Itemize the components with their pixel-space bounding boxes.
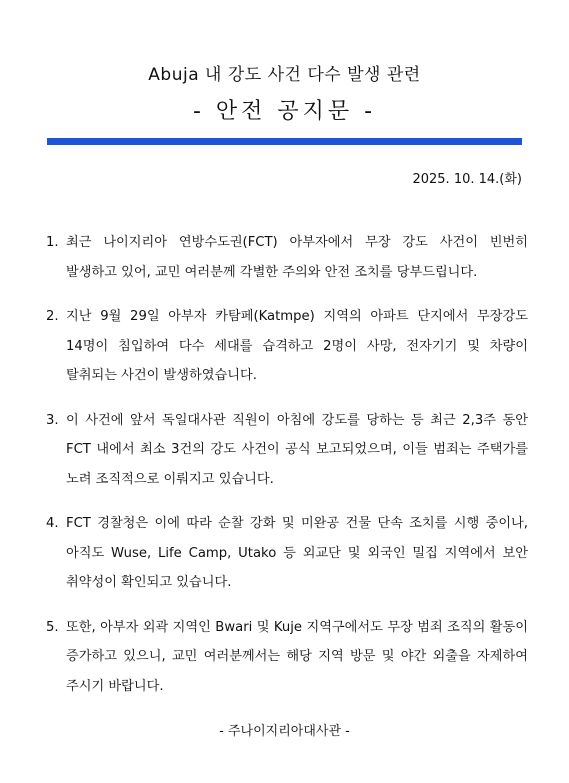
notice-items-list [46, 228, 528, 716]
embassy-signature: - 주나이지리아대사관 - [219, 724, 350, 739]
notice-title: Abuja 내 강도 사건 다수 발생 관련 [148, 65, 421, 85]
item-text: 또한, 아부자 외곽 지역인 Bwari 및 Kuje 지역구에서도 무장 범죄 조직의 활동이 증가하고 있으니, 교민 여러분께서는 해당 지역 방문 및 야간 외출을 자제하여 주시기 바랍니다. [66, 619, 528, 694]
item-number: 2. [46, 309, 59, 324]
notice-item-2 [46, 302, 528, 391]
item-text: 이 사건에 앞서 독일대사관 직원이 아침에 강도를 당하는 등 최근 2,3주 동안 FCT 내에서 최소 3건의 강도 사건이 공식 보고되었으며, 이들 범죄는 주택가를 노려 조직적으로 이뤄지고 있습니다. [66, 412, 528, 487]
item-number: 4. [46, 516, 59, 531]
item-text: FCT 경찰청은 이에 따라 순찰 강화 및 미완공 건물 단속 조치를 시행 중이나, 아직도 Wuse, Life Camp, Utako 등 외교단 및 외국인 밀집 지역에서 보안 취약성이 확인되고 있습니다. [66, 516, 528, 590]
notice-item-5 [46, 613, 528, 702]
item-number: 3. [46, 412, 59, 428]
item-number: 1. [46, 235, 59, 250]
notice-date: 2025. 10. 14.(화) [412, 172, 522, 187]
item-text: 지난 9월 29일 아부자 카탐페(Katmpe) 지역의 아파트 단지에서 무장강도 14명이 침입하여 다수 세대를 습격하고 2명이 사망, 전자기기 및 차량이 탈취되는 사건이 발생하였습니다. [66, 309, 528, 383]
notice-item-1 [46, 228, 528, 287]
item-number: 5. [46, 619, 59, 635]
notice-item-4 [46, 509, 528, 598]
title-divider-bar [47, 138, 522, 145]
notice-subtitle: - 안전 공지문 - [192, 99, 377, 124]
notice-item-3 [46, 406, 528, 495]
item-text: 최근 나이지리아 연방수도권(FCT) 아부자에서 무장 강도 사건이 빈번히 발생하고 있어, 교민 여러분께 각별한 주의와 안전 조치를 당부드립니다. [66, 235, 528, 280]
